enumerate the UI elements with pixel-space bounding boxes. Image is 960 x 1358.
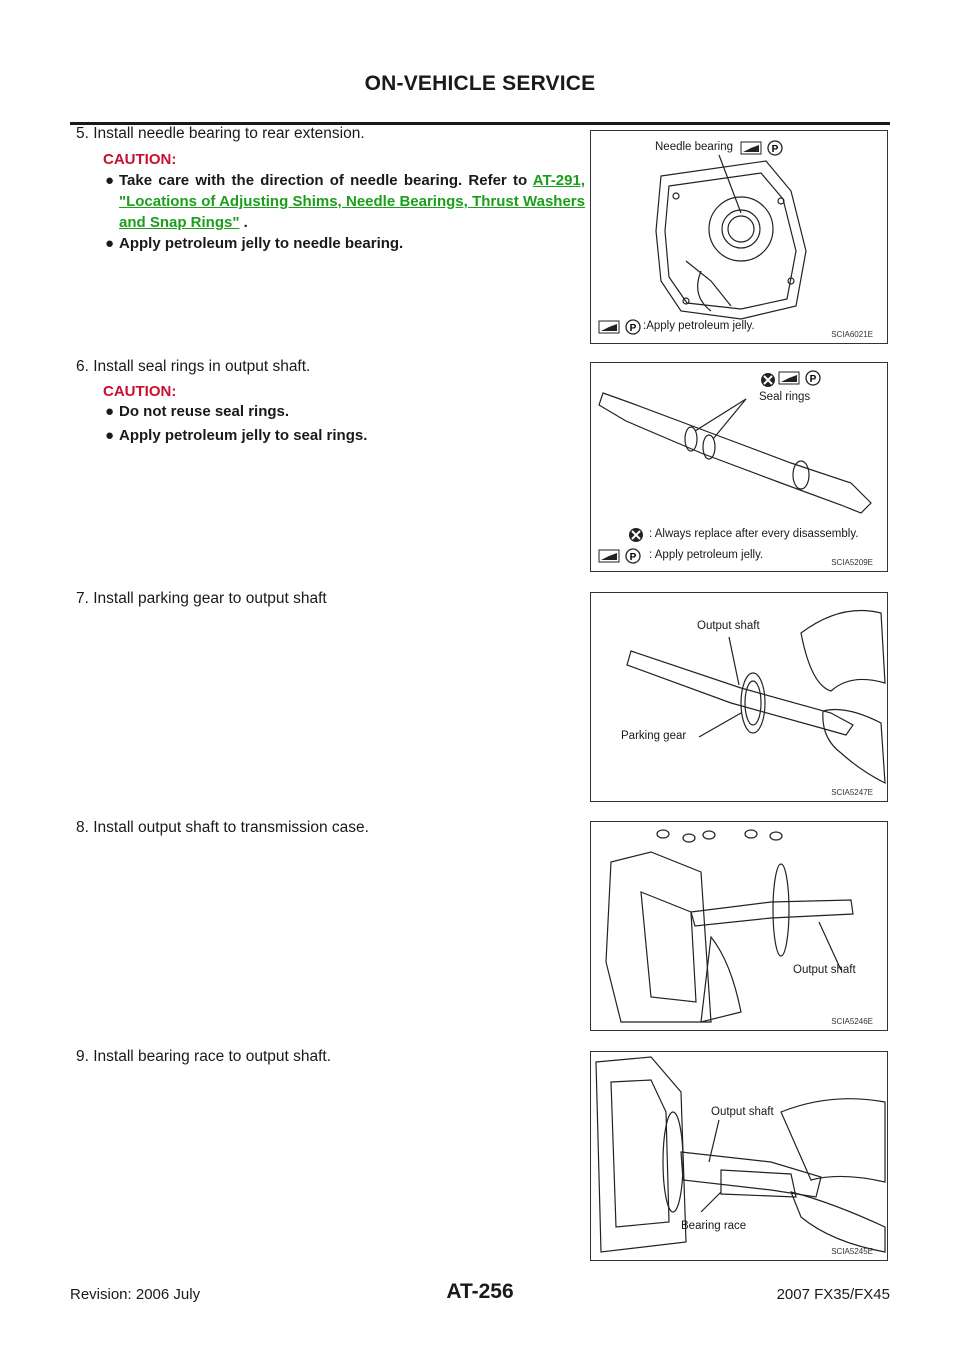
step-5-caution: CAUTION: [103,151,177,168]
step-5-text: 5. Install needle bearing to rear extension. [76,125,365,142]
petroleum-jelly-icon [599,321,619,333]
reference-link-at-291[interactable]: AT-291, "Locations of Adjusting Shims, Needle Bearings, Thrust Washers and Snap Rings" [119,172,585,231]
needle-bearing-illustration [591,131,887,343]
step-5-bullet-1-suffix: . [239,214,248,231]
always-replace-icon [761,373,775,387]
figure-seal-rings [590,362,888,572]
figure-label-output-shaft: Output shaft [793,964,856,976]
figure-label-parking-gear: Parking gear [621,730,687,742]
step-6-bullet-2 [105,425,585,446]
svg-text:P: P [629,323,637,334]
bullet-dot-icon: ● [105,403,115,420]
figure-label-bearing-race: Bearing race [681,1220,747,1232]
footer-revision: Revision: 2006 July [70,1286,201,1303]
figure-code: SCIA5209E [831,558,873,567]
petroleum-jelly-icon [599,550,619,562]
footer-model: 2007 FX35/FX45 [776,1286,890,1303]
step-6-text: 6. Install seal rings in output shaft. [76,358,311,375]
figure-code: SCIA5246E [831,1017,873,1026]
petroleum-jelly-icon [741,142,761,154]
step-9-text: 9. Install bearing race to output shaft. [76,1048,332,1065]
step-5-bullet-2-text: Apply petroleum jelly to needle bearing. [119,235,404,252]
svg-text:P: P [809,374,817,385]
figure-label-output-shaft: Output shaft [711,1106,774,1118]
step-5-bullet-2 [105,233,585,254]
output-shaft-transmission-case-illustration [591,822,887,1030]
figure-code: SCIA5245E [831,1247,873,1256]
figure-code: SCIA6021E [831,330,873,339]
p-circle-icon [626,549,640,563]
step-5-bullet-1-prefix: Take care with the direction of needle bearing. Refer to [119,172,533,189]
figure-legend-apply-jelly: : Apply petroleum jelly. [649,549,764,561]
figure-label-seal-rings: Seal rings [759,391,811,403]
step-6-caution: CAUTION: [103,383,177,400]
figure-needle-bearing [590,130,888,344]
step-7-text: 7. Install parking gear to output shaft [76,590,327,607]
figure-code: SCIA5247E [831,788,873,797]
svg-text:P: P [629,552,637,563]
figure-output-shaft-install [590,821,888,1031]
petroleum-jelly-icon [779,372,799,384]
step-5-bullet-1-text [105,170,585,233]
figure-legend-always-replace: : Always replace after every disassembly. [649,528,859,540]
bullet-dot-icon: ● [105,427,115,444]
bullet-dot-icon: ● [105,235,115,252]
figure-label-needle-bearing: Needle bearing [655,141,734,153]
figure-label-output-shaft: Output shaft [697,620,760,632]
always-replace-icon [629,528,643,542]
figure-bearing-race [590,1051,888,1261]
page-title: ON-VEHICLE SERVICE [364,72,596,95]
p-circle-icon [768,141,782,155]
step-8-text: 8. Install output shaft to transmission case. [76,819,369,836]
bullet-dot-icon: ● [105,172,115,189]
step-6-bullet-2-text: Apply petroleum jelly to seal rings. [119,427,368,444]
figure-legend-apply-jelly: :Apply petroleum jelly. [643,320,755,332]
step-5-bullet-1 [105,170,585,233]
p-circle-icon [626,320,640,334]
page-number: AT-256 [446,1280,514,1303]
step-6-bullet-1 [105,401,585,422]
step-6-bullet-1-text: Do not reuse seal rings. [119,403,290,420]
svg-text:P: P [771,144,779,155]
figure-parking-gear [590,592,888,802]
p-circle-icon [806,371,820,385]
